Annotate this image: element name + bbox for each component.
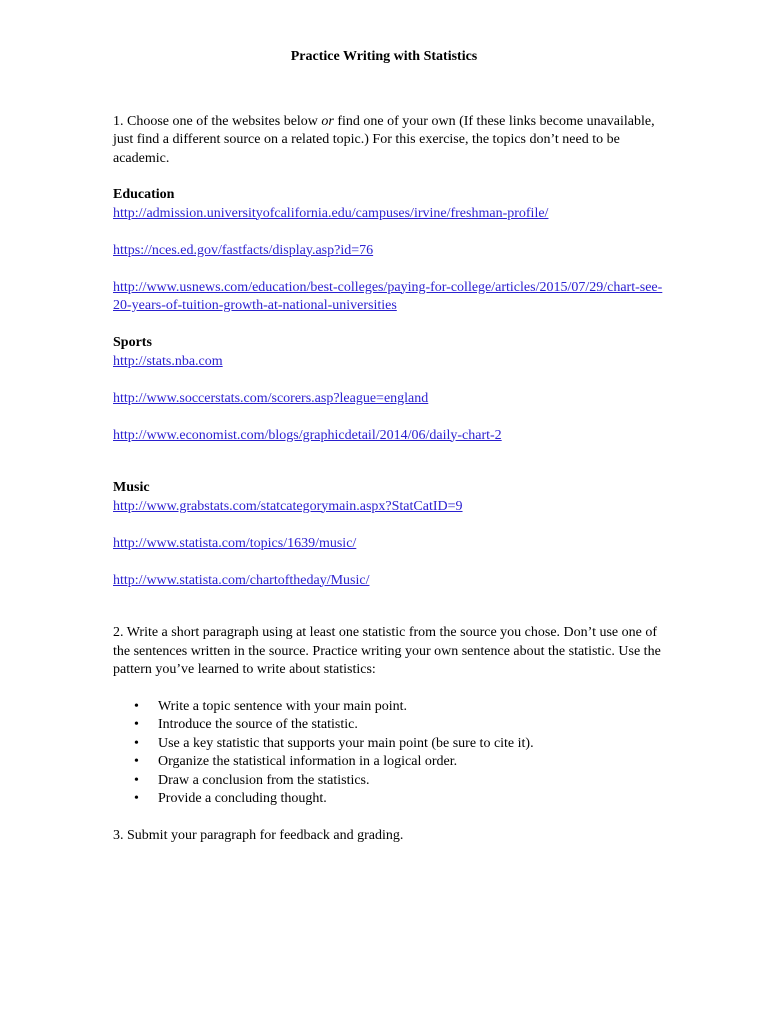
bullet-icon: •: [134, 698, 139, 714]
sports-link-soccerstats[interactable]: http://www.soccerstats.com/scorers.asp?league=england: [113, 390, 429, 406]
list-item-text: Introduce the source of the statistic.: [158, 717, 358, 732]
list-item-text: Draw a conclusion from the statistics.: [158, 772, 370, 788]
education-heading: Education: [113, 187, 175, 202]
list-item-text: Use a key statistic that supports your main point (be sure to cite it).: [158, 735, 534, 751]
education-link-usnews[interactable]: http://www.usnews.com/education/best-colleges/paying-for-college/articles/2015/07/29/chart-see-20-years-of-tuition-growth-at-national-universities: [113, 279, 663, 313]
education-section: [113, 186, 673, 316]
step-1-emphasis: or: [321, 113, 334, 129]
sports-heading: Sports: [113, 335, 152, 350]
list-item: [134, 753, 673, 772]
step-1-text-end: find one of your own (If these links become unavailable, just find a different source on a related topic.) For this exercise, the topics don’t need to be academic.: [113, 113, 655, 166]
step-2-instructions: 2. Write a short paragraph using at least one statistic from the source you chose. Don’t use one of the sentences written in the source. Practice writing your own sentence about the statistic. Use the pattern you’ve learned to write about statistics:: [113, 625, 661, 677]
music-heading: Music: [113, 480, 150, 495]
education-link-uci[interactable]: http://admission.universityofcalifornia.edu/campuses/irvine/freshman-profile/: [113, 205, 549, 221]
bullet-icon: •: [134, 717, 139, 732]
sports-section: [113, 334, 673, 445]
list-item: [134, 790, 673, 809]
page-title: Practice Writing with Statistics: [290, 49, 478, 64]
list-item: [134, 735, 673, 754]
music-link-statista-topics[interactable]: http://www.statista.com/topics/1639/music/: [113, 535, 357, 551]
step-3-instructions: 3. Submit your paragraph for feedback and grading.: [113, 827, 404, 843]
list-item: [134, 698, 673, 717]
list-item-text: Write a topic sentence with your main point.: [158, 698, 408, 714]
step-1-instructions: [113, 113, 673, 169]
music-link-grabstats[interactable]: http://www.grabstats.com/statcategorymain.aspx?StatCatID=9: [113, 498, 463, 514]
step-1-text-start: 1. Choose one of the websites below: [113, 113, 322, 129]
document-page: [113, 48, 673, 845]
list-item-text: Organize the statistical information in a logical order.: [158, 754, 458, 769]
bullet-icon: •: [134, 735, 139, 751]
sports-link-nba[interactable]: http://stats.nba.com: [113, 353, 223, 369]
sports-link-economist[interactable]: http://www.economist.com/blogs/graphicdetail/2014/06/daily-chart-2: [113, 427, 502, 443]
list-item: [134, 772, 673, 791]
bullet-icon: •: [134, 791, 139, 806]
education-link-nces[interactable]: https://nces.ed.gov/fastfacts/display.asp?id=76: [113, 242, 374, 258]
writing-steps-list: [113, 698, 673, 809]
list-item: [134, 716, 673, 735]
music-link-statista-chart[interactable]: http://www.statista.com/chartoftheday/Music/: [113, 572, 370, 588]
list-item-text: Provide a concluding thought.: [158, 791, 327, 806]
bullet-icon: •: [134, 754, 139, 769]
bullet-icon: •: [134, 772, 139, 788]
music-section: [113, 479, 673, 590]
